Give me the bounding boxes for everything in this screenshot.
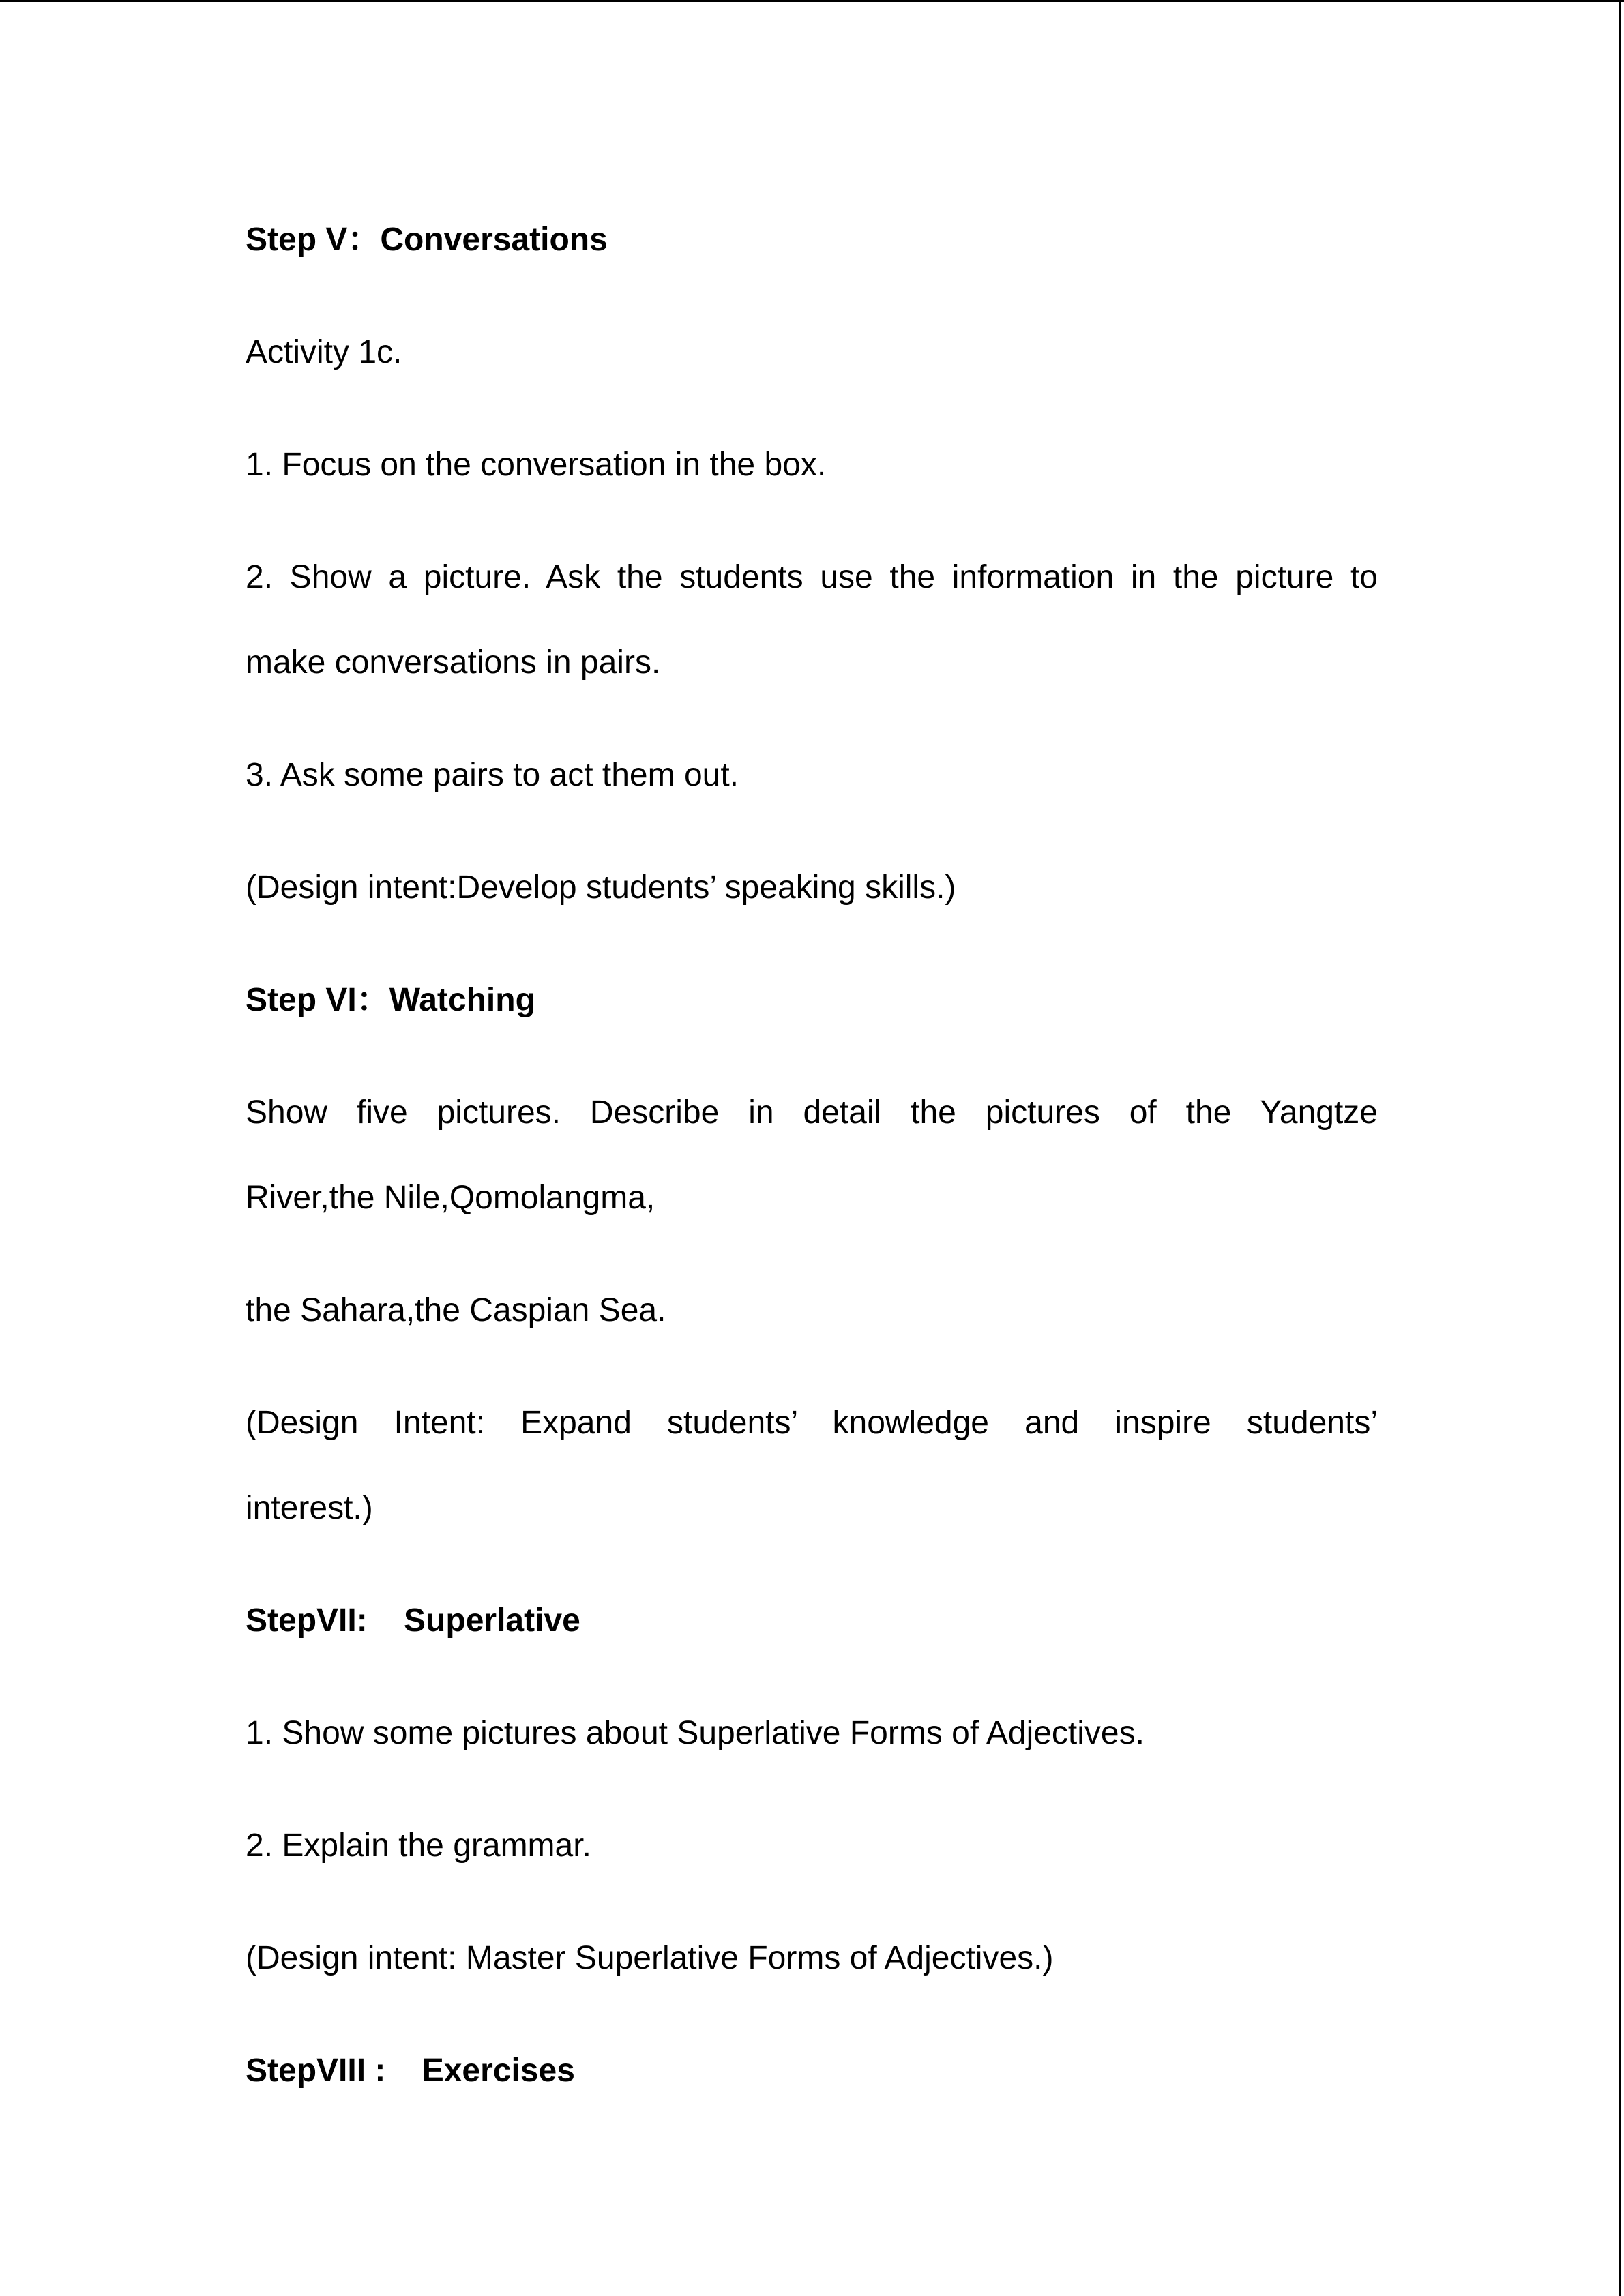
step5-heading: Step V：Conversations	[246, 222, 608, 258]
step6-paragraph-line-2: River,the Nile,Qomolangma,	[246, 1180, 655, 1216]
step6-design-intent-line-2: interest.)	[246, 1490, 373, 1526]
step5-design-intent: (Design intent:Develop students’ speaking skills.)	[246, 869, 956, 906]
step7-item-2: 2. Explain the grammar.	[246, 1828, 591, 1864]
step7-design-intent: (Design intent: Master Superlative Forms of Adjectives.)	[246, 1940, 1054, 1976]
step5-item-1: 1. Focus on the conversation in the box.	[246, 447, 827, 483]
step5-activity: Activity 1c.	[246, 334, 402, 370]
step7-item-1: 1. Show some pictures about Superlative Forms of Adjectives.	[246, 1715, 1145, 1751]
step5-item-3: 3. Ask some pairs to act them out.	[246, 757, 739, 793]
step5-item-2-line-1: 2. Show a picture. Ask the students use the information in the picture to	[246, 559, 1378, 595]
step6-heading: Step VI：Watching	[246, 982, 535, 1018]
step6-paragraph-line-1: Show five pictures. Describe in detail the pictures of the Yangtze	[246, 1094, 1378, 1131]
step6-design-intent-line-1: (Design Intent: Expand students’ knowledge and inspire students’	[246, 1405, 1378, 1441]
page-top-border	[0, 0, 1624, 2]
step8-heading: StepVIII : Exercises	[246, 2053, 575, 2089]
step5-item-2-line-2: make conversations in pairs.	[246, 644, 661, 681]
step6-paragraph-2: the Sahara,the Caspian Sea.	[246, 1292, 666, 1328]
step7-heading: StepVII: Superlative	[246, 1602, 580, 1639]
page-right-border	[1619, 0, 1621, 2296]
